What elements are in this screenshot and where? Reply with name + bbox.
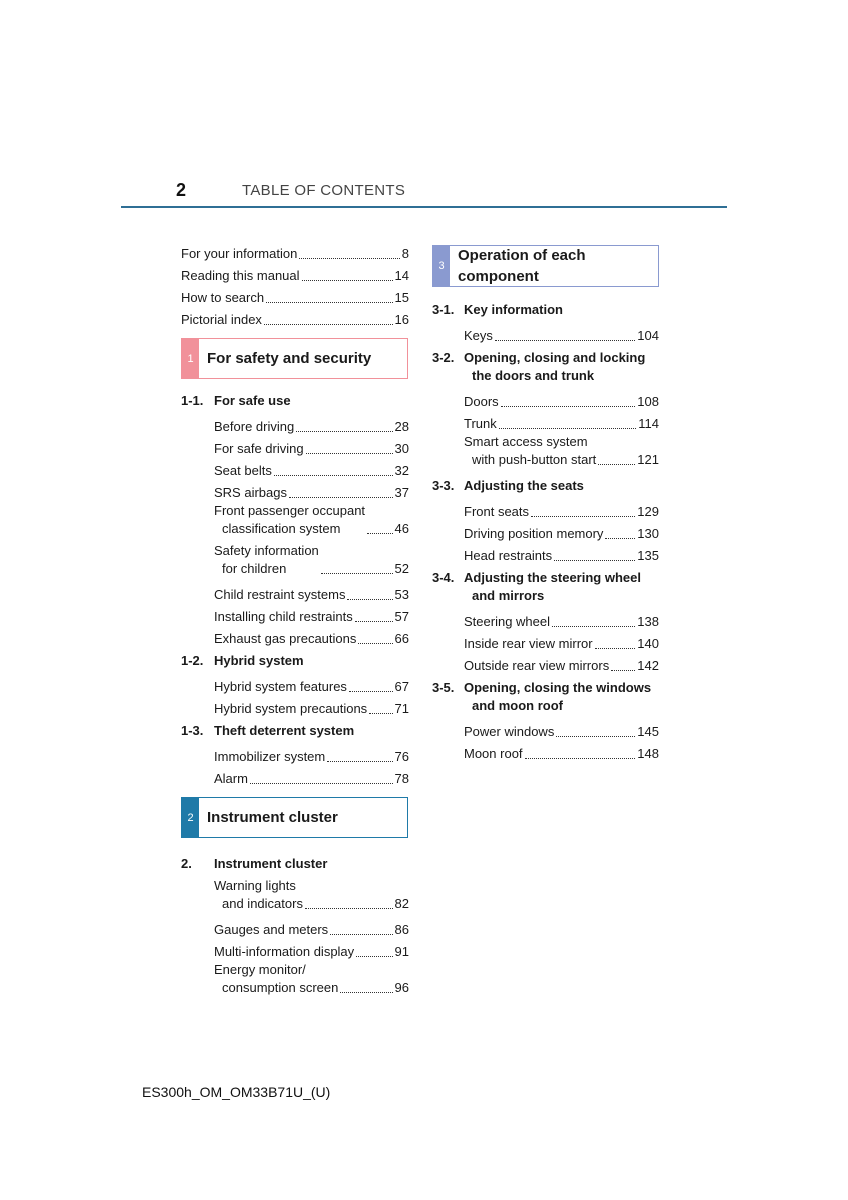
- chapter-heading[interactable]: [181, 797, 408, 838]
- dot-leader: [330, 934, 392, 935]
- dot-leader: [367, 533, 392, 534]
- section-title: [464, 477, 584, 495]
- entry-label: [214, 877, 303, 913]
- chapter-title-line-1: For safety and security: [207, 350, 372, 367]
- toc-entry[interactable]: [181, 674, 409, 696]
- page-title: TABLE OF CONTENTS: [242, 182, 406, 199]
- entry-label: Keys: [464, 328, 493, 343]
- entry-page-number: 28: [394, 419, 409, 434]
- section-title-line-1: Instrument cluster: [214, 856, 328, 871]
- toc-entry[interactable]: [181, 307, 409, 329]
- entry-page-number: 138: [637, 614, 659, 629]
- dot-leader: [556, 736, 635, 737]
- dot-leader: [501, 406, 636, 407]
- toc-entry[interactable]: [181, 263, 409, 285]
- entry-label: Reading this manual: [181, 268, 300, 283]
- entry-label: Alarm: [214, 771, 248, 786]
- entry-label: Trunk: [464, 416, 497, 431]
- section-heading[interactable]: [181, 855, 409, 873]
- entry-label: Moon roof: [464, 746, 523, 761]
- dot-leader: [296, 431, 392, 432]
- dot-leader: [595, 648, 636, 649]
- entry-page-number: 76: [394, 749, 409, 764]
- dot-leader: [266, 302, 392, 303]
- chapter-heading[interactable]: [181, 338, 408, 379]
- section-title-line-1: For safe use: [214, 393, 291, 408]
- section-number: 3-3.: [432, 478, 455, 493]
- toc-right-column: [432, 245, 659, 763]
- entry-label: For safe driving: [214, 441, 304, 456]
- page-number: 2: [176, 180, 187, 200]
- front-matter-list: [181, 241, 409, 329]
- section-title-line-1: Opening, closing the windows: [464, 680, 652, 695]
- toc-entry[interactable]: [181, 917, 409, 939]
- section-title: [214, 855, 327, 873]
- entry-label-line-1: Front passenger occupant: [214, 503, 366, 518]
- dot-leader: [327, 761, 392, 762]
- entry-label: Gauges and meters: [214, 922, 329, 937]
- header-divider: [121, 206, 727, 208]
- dot-leader: [274, 475, 393, 476]
- chapter-title-line-2: component: [458, 268, 539, 285]
- entry-label: Hybrid system precautions: [214, 701, 368, 716]
- toc-entry[interactable]: [181, 458, 409, 480]
- entry-label-line-1: Warning lights: [214, 878, 296, 893]
- section-heading[interactable]: [432, 679, 659, 715]
- entry-page-number: 53: [394, 587, 409, 602]
- section-number: 1-1.: [181, 393, 204, 408]
- entry-label: For your information: [181, 246, 298, 261]
- entry-label: [214, 502, 365, 538]
- toc-entry[interactable]: [181, 436, 409, 458]
- entry-label: Immobilizer system: [214, 749, 326, 764]
- entry-page-number: 145: [637, 724, 659, 739]
- toc-entry[interactable]: [432, 631, 659, 653]
- entry-label: [214, 542, 319, 578]
- section-title: [214, 392, 291, 410]
- section-heading[interactable]: [432, 349, 659, 385]
- entry-page-number: 96: [394, 980, 409, 995]
- entry-page-number: 14: [394, 268, 409, 283]
- chapter-title: [199, 798, 344, 837]
- toc-entry[interactable]: [181, 626, 409, 648]
- entry-label-line-2: for children: [222, 561, 287, 576]
- dot-leader: [531, 516, 635, 517]
- chapter-number-tab: 2: [182, 798, 199, 837]
- entry-page-number: 15: [394, 290, 409, 305]
- dot-leader: [598, 464, 635, 465]
- entry-label-line-1: Smart access system: [464, 434, 588, 449]
- section-title: [214, 722, 354, 740]
- entry-page-number: 32: [394, 463, 409, 478]
- entry-page-number: 82: [394, 896, 409, 911]
- entry-label: Inside rear view mirror: [464, 636, 593, 651]
- dot-leader: [321, 573, 393, 574]
- dot-leader: [552, 626, 635, 627]
- entry-page-number: 142: [637, 658, 659, 673]
- entry-label: [214, 961, 338, 997]
- entry-page-number: 114: [638, 416, 659, 431]
- section-number: 3-5.: [432, 680, 455, 695]
- entry-page-number: 8: [401, 246, 409, 261]
- dot-leader: [347, 599, 392, 600]
- entry-label-line-2: consumption screen: [222, 980, 339, 995]
- section-title-line-1: Opening, closing and locking: [464, 350, 646, 365]
- chapter-number-tab: 3: [433, 246, 450, 286]
- section-number: 1-2.: [181, 653, 204, 668]
- section-number: 3-1.: [432, 302, 455, 317]
- chapter-2: [181, 797, 409, 1001]
- toc-entry[interactable]: [181, 414, 409, 436]
- dot-leader: [554, 560, 635, 561]
- toc-entry[interactable]: [181, 480, 409, 502]
- toc-entry[interactable]: [432, 389, 659, 411]
- toc-entry[interactable]: [432, 543, 659, 565]
- entry-label: [464, 433, 596, 469]
- entry-label: Outside rear view mirrors: [464, 658, 610, 673]
- chapter-title-line-1: Operation of each: [458, 247, 586, 264]
- entry-label: Before driving: [214, 419, 295, 434]
- chapter-number-tab: 1: [182, 339, 199, 378]
- section-number: 3-4.: [432, 570, 455, 585]
- dot-leader: [358, 643, 392, 644]
- section-heading[interactable]: [432, 301, 659, 319]
- entry-label-line-2: with push-button start: [472, 452, 597, 467]
- dot-leader: [289, 497, 393, 498]
- entry-label: Front seats: [464, 504, 530, 519]
- section-title-line-1: Theft deterrent system: [214, 723, 355, 738]
- dot-leader: [605, 538, 635, 539]
- toc-entry[interactable]: [181, 744, 409, 766]
- section-number: 3-2.: [432, 350, 455, 365]
- entry-label-line-1: Energy monitor/: [214, 962, 306, 977]
- toc-left-column: [181, 241, 409, 1001]
- entry-label: Driving position memory: [464, 526, 604, 541]
- section-title: [464, 569, 641, 605]
- section-title-line-2: the doors and trunk: [472, 368, 595, 383]
- section-heading[interactable]: [432, 569, 659, 605]
- entry-label: Installing child restraints: [214, 609, 353, 624]
- dot-leader: [499, 428, 637, 429]
- toc-entry[interactable]: [432, 323, 659, 345]
- entry-label: Doors: [464, 394, 499, 409]
- toc-entry[interactable]: [181, 696, 409, 718]
- toc-entry[interactable]: [181, 582, 409, 604]
- section-title-line-1: Key information: [464, 302, 563, 317]
- entry-page-number: 16: [394, 312, 409, 327]
- entry-label-line-2: classification system: [222, 521, 341, 536]
- section-title: [464, 301, 563, 319]
- dot-leader: [495, 340, 635, 341]
- section-title: [214, 652, 304, 670]
- dot-leader: [305, 908, 393, 909]
- section-number: 2.: [181, 856, 192, 871]
- section-number: 1-3.: [181, 723, 204, 738]
- dot-leader: [340, 992, 392, 993]
- entry-label: Head restraints: [464, 548, 553, 563]
- section-heading[interactable]: [181, 722, 409, 740]
- toc-entry[interactable]: [181, 604, 409, 626]
- dot-leader: [356, 956, 392, 957]
- entry-page-number: 129: [637, 504, 659, 519]
- entry-page-number: 104: [637, 328, 659, 343]
- entry-label: Hybrid system features: [214, 679, 347, 694]
- toc-entry[interactable]: [432, 741, 659, 763]
- section-heading[interactable]: [432, 477, 659, 495]
- section-heading[interactable]: [181, 652, 409, 670]
- entry-page-number: 130: [637, 526, 659, 541]
- toc-entry[interactable]: [181, 502, 409, 542]
- toc-entry[interactable]: [181, 241, 409, 263]
- toc-entry[interactable]: [432, 411, 659, 433]
- entry-label-line-1: Safety information: [214, 543, 319, 558]
- entry-label: Power windows: [464, 724, 555, 739]
- toc-entry[interactable]: [432, 521, 659, 543]
- entry-page-number: 52: [394, 561, 409, 576]
- entry-page-number: 78: [394, 771, 409, 786]
- chapter-title: [450, 246, 592, 286]
- dot-leader: [349, 691, 393, 692]
- entry-page-number: 108: [637, 394, 659, 409]
- chapter-3: [432, 245, 659, 763]
- toc-entry[interactable]: [181, 766, 409, 788]
- chapter-title: [199, 339, 377, 378]
- toc-entry[interactable]: [181, 542, 409, 582]
- section-heading[interactable]: [181, 392, 409, 410]
- section-title-line-1: Adjusting the seats: [464, 478, 584, 493]
- toc-entry[interactable]: [181, 961, 409, 1001]
- entry-label: How to search: [181, 290, 265, 305]
- dot-leader: [302, 280, 393, 281]
- entry-page-number: 67: [394, 679, 409, 694]
- entry-label: SRS airbags: [214, 485, 287, 500]
- entry-label: Pictorial index: [181, 312, 262, 327]
- entry-page-number: 66: [394, 631, 409, 646]
- toc-entry[interactable]: [181, 877, 409, 917]
- dot-leader: [355, 621, 393, 622]
- toc-entry[interactable]: [432, 499, 659, 521]
- chapter-title-line-1: Instrument cluster: [207, 809, 338, 826]
- chapter-heading[interactable]: [432, 245, 659, 287]
- entry-page-number: 71: [394, 701, 409, 716]
- toc-entry[interactable]: [432, 653, 659, 675]
- entry-page-number: 135: [637, 548, 659, 563]
- section-title: [464, 349, 645, 385]
- entry-label: Multi-information display: [214, 944, 355, 959]
- dot-leader: [299, 258, 399, 259]
- entry-page-number: 46: [394, 521, 409, 536]
- section-title-line-1: Adjusting the steering wheel: [464, 570, 641, 585]
- toc-entry[interactable]: [181, 285, 409, 307]
- entry-page-number: 37: [394, 485, 409, 500]
- toc-entry[interactable]: [181, 939, 409, 961]
- dot-leader: [611, 670, 635, 671]
- dot-leader: [369, 713, 392, 714]
- dot-leader: [525, 758, 636, 759]
- toc-entry[interactable]: [432, 719, 659, 741]
- entry-label: Child restraint systems: [214, 587, 346, 602]
- entry-label: Steering wheel: [464, 614, 550, 629]
- section-title-line-2: and mirrors: [472, 588, 545, 603]
- dot-leader: [250, 783, 393, 784]
- document-code: ES300h_OM_OM33B71U_(U): [142, 1084, 331, 1100]
- dot-leader: [306, 453, 393, 454]
- entry-label: Seat belts: [214, 463, 272, 478]
- entry-page-number: 148: [637, 746, 659, 761]
- entry-label: Exhaust gas precautions: [214, 631, 357, 646]
- entry-label-line-2: and indicators: [222, 896, 303, 911]
- dot-leader: [264, 324, 393, 325]
- entry-page-number: 86: [394, 922, 409, 937]
- entry-page-number: 140: [637, 636, 659, 651]
- section-title-line-2: and moon roof: [472, 698, 563, 713]
- section-title: [464, 679, 651, 715]
- chapter-1: [181, 338, 409, 788]
- entry-page-number: 30: [394, 441, 409, 456]
- entry-page-number: 91: [394, 944, 409, 959]
- entry-page-number: 121: [637, 452, 659, 467]
- toc-entry[interactable]: [432, 609, 659, 631]
- entry-page-number: 57: [394, 609, 409, 624]
- toc-entry[interactable]: [432, 433, 659, 473]
- section-title-line-1: Hybrid system: [214, 653, 304, 668]
